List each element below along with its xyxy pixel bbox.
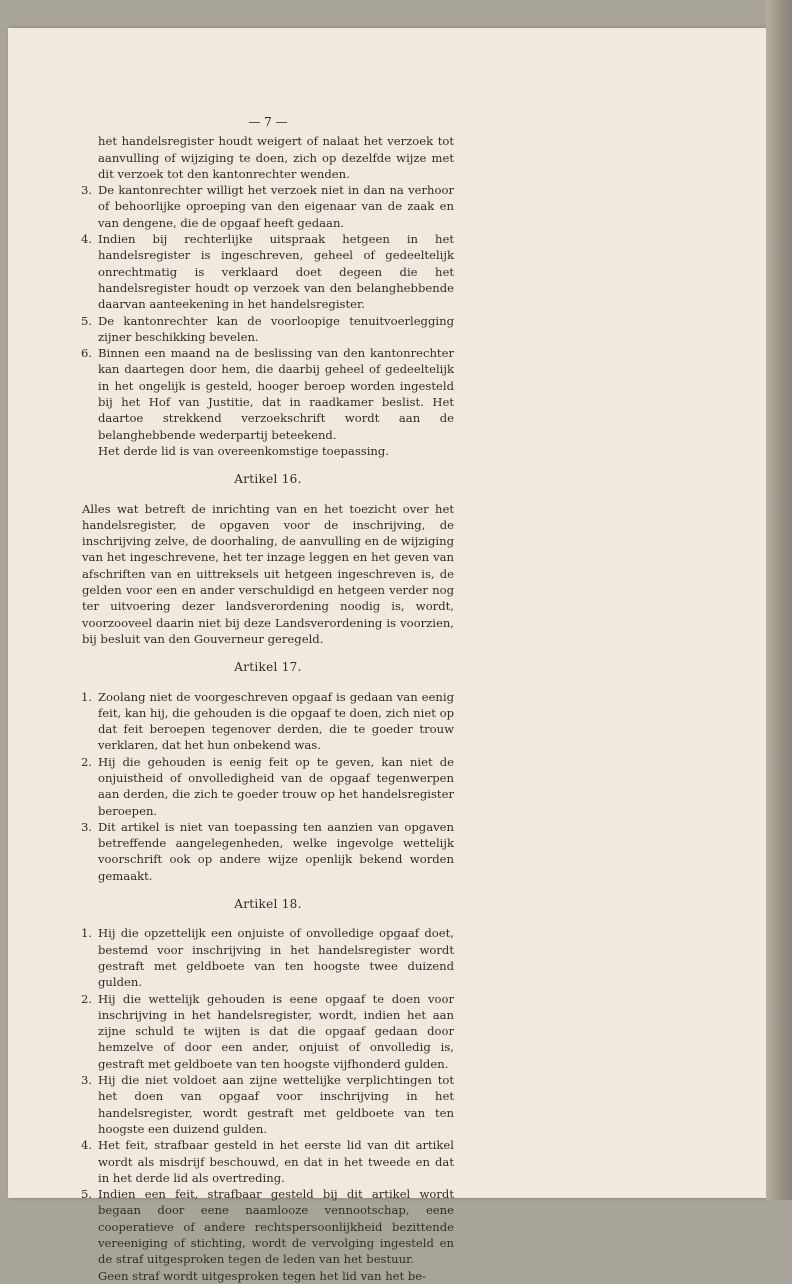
item-number: 4.: [81, 1138, 93, 1153]
item-number: 2.: [81, 754, 93, 769]
list-item: [82, 345, 454, 443]
item-text: De kantonrechter kan de voorloopige tenuitvoerlegging zijner beschikking bevelen.: [98, 313, 454, 344]
item-number: 3.: [81, 183, 93, 198]
continuation-paragraph: het handelsregister houdt weigert of nalaat het verzoek tot aanvulling of wijziging te doen, zich op dezelfde wijze met dit verzoek tot den kantonrechter wenden.: [98, 134, 454, 181]
article-heading: Artikel 18.: [234, 897, 302, 912]
item-text: Zoolang niet de voorgeschreven opgaaf is gedaan van eenig feit, kan hij, die gehouden is die opgaaf te doen, zich niet op dat feit beroepen tegenover derden, die te goeder trouw verklaren, dat het hun onbekend was.: [98, 689, 454, 753]
list-item: [82, 231, 454, 312]
list-item: [82, 991, 454, 1072]
page-edge: [766, 0, 792, 1200]
article-heading: Artikel 16.: [234, 472, 302, 487]
item-text: De kantonrechter willigt het verzoek niet in dan na verhoor of behoorlijke oproeping van den eigenaar van de zaak en van dengene, die de opgaaf heeft gedaan.: [98, 183, 454, 230]
item-text: Het feit, strafbaar gesteld in het eerste lid van dit artikel wordt als misdrijf beschouwd, en dat in het tweede en dat in het derde lid als overtreding.: [98, 1138, 454, 1185]
item-text: Hij die opzettelijk een onjuiste of onvolledige opgaaf doet, bestemd voor inschrijving in het handelsregister wordt gestraft met geldboete van ten hoogste twee duizend gulden.: [98, 926, 454, 990]
item-text: Indien bij rechterlijke uitspraak hetgeen in het handelsregister is ingeschreven, geheel of gedeeltelijk onrechtmatig is verklaard doet degeen die het handelsregister houdt op verzoek van den belanghebbende daarvan aanteekening in het handelsregister.: [98, 232, 454, 312]
item-text: Dit artikel is niet van toepassing ten aanzien van opgaven betreffende aangelegenheden, welke ingevolge wettelijk voorschrift ook op andere wijze openlijk bekend worden gemaakt.: [98, 819, 454, 883]
item-number: 2.: [81, 991, 93, 1006]
closing-sentence: Geen straf wordt uitgesproken tegen het lid van het be-: [98, 1268, 427, 1283]
list-item: [82, 1186, 454, 1267]
item-number: 1.: [81, 926, 93, 941]
item-number: 4.: [81, 232, 93, 247]
page-text: [82, 114, 454, 1284]
item-text: Indien een feit, strafbaar gesteld bij dit artikel wordt begaan door eene naamlooze vennootschap, eene cooperatieve of andere rechtspersoonlijkheid bezittende vereeniging of stichting, wordt de vervolging ingesteld en de straf uitgesproken tegen de leden van het bestuur.: [98, 1187, 454, 1267]
item-number: 6.: [81, 346, 93, 361]
item-text: Binnen een maand na de beslissing van den kantonrechter kan daartegen door hem, die daarbij geheel of gedeeltelijk in het ongelijk is gesteld, hooger beroep worden ingesteld bij het Hof van Justitie, dat in raadkamer beslist. Het daartoe strekkend verzoekschrift wordt aan de belanghebbende wederpartij beteekend.: [98, 346, 454, 442]
item-text: Hij die niet voldoet aan zijne wettelijke verplichtingen tot het doen van opgaaf voor inschrijving in het handelsregister, wordt gestraft met geldboete van ten hoogste een duizend gulden.: [98, 1073, 454, 1136]
list-item: [82, 754, 454, 819]
page-number: — 7 —: [248, 115, 288, 129]
list-item: [82, 925, 454, 990]
article-paragraph: Alles wat betreft de inrichting van en het toezicht over het handelsregister, de opgaven voor de inschrijving, de inschrijving zelve, de doorhaling, de aanvulling en de wijziging van het ingeschrevene, het ter inzage leggen en het geven van afschriften van en uittreksels uit hetgeen ingeschreven is, de gelden voor een en ander verschuldigd en hetgeen verder nog ter uitvoering dezer landsverordening noodig is, wordt, voorzooveel daarin niet bij deze Landsverordening is voorzien, bij besluit van den Gouverneur geregeld.: [82, 501, 454, 646]
closing-sentence: Het derde lid is van overeenkomstige toepassing.: [98, 443, 390, 458]
item-number: 3.: [81, 819, 93, 834]
list-item: [82, 1072, 454, 1137]
list-item: [82, 1137, 454, 1186]
item-number: 5.: [81, 313, 93, 328]
item-number: 1.: [81, 689, 93, 704]
item-number: 3.: [81, 1073, 93, 1088]
item-text: Hij die wettelijk gehouden is eene opgaaf te doen voor inschrijving in het handelsregister, wordt, indien het aan zijne schuld te wijten is dat die opgaaf gedaan door hemzelve of door een ander, onjuist of onvolledig is, gestraft met geldboete van ten hoogste vijfhonderd gulden.: [98, 991, 454, 1071]
list-item: [82, 689, 454, 754]
item-number: 5.: [81, 1187, 93, 1202]
item-text: Hij die gehouden is eenig feit op te geven, kan niet de onjuistheid of onvolledigheid van de opgaaf tegenwerpen aan derden, die zich te goeder trouw op het handelsregister beroepen.: [98, 754, 454, 818]
list-item: [82, 819, 454, 884]
list-item: [82, 313, 454, 346]
document-page: [8, 28, 766, 1283]
list-item: [82, 182, 454, 231]
article-heading: Artikel 17.: [234, 660, 302, 675]
